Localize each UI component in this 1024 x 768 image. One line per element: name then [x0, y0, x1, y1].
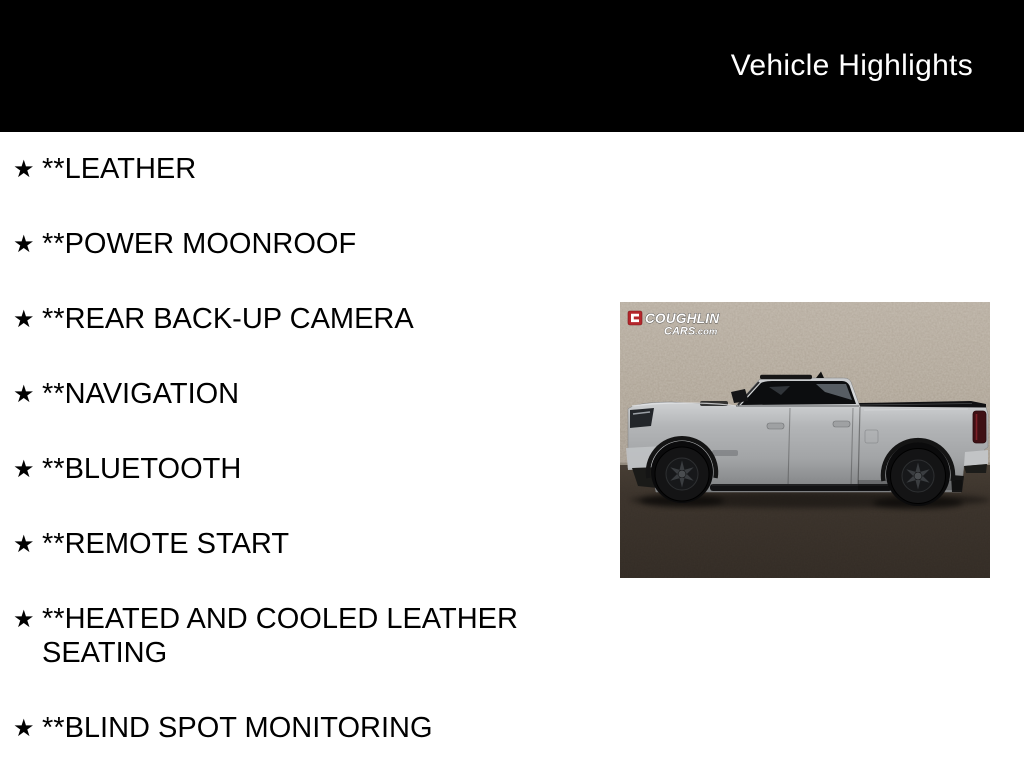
highlight-item — [13, 302, 553, 336]
highlight-item — [13, 711, 553, 745]
highlight-item — [13, 227, 553, 261]
star-bullet-icon: ★ — [13, 380, 35, 408]
star-bullet-icon: ★ — [13, 305, 35, 333]
highlight-item — [13, 377, 553, 411]
highlight-item — [13, 152, 553, 186]
highlights-list — [13, 152, 553, 768]
rear-wheel — [891, 449, 946, 504]
vehicle-photo — [620, 302, 990, 578]
star-bullet-icon: ★ — [13, 455, 35, 483]
star-bullet-icon: ★ — [13, 230, 35, 258]
star-bullet-icon: ★ — [13, 605, 35, 633]
highlight-label: **REAR BACK-UP CAMERA — [42, 303, 414, 335]
highlight-label: **LEATHER — [42, 153, 197, 185]
dealer-logo-icon — [628, 311, 642, 325]
highlight-item — [13, 602, 553, 670]
truck-photo-graphic — [620, 302, 990, 578]
highlight-item — [13, 452, 553, 486]
highlight-item — [13, 527, 553, 561]
star-bullet-icon: ★ — [13, 155, 35, 183]
star-bullet-icon: ★ — [13, 714, 35, 742]
highlight-label: **POWER MOONROOF — [42, 228, 357, 260]
highlight-label: **REMOTE START — [42, 528, 290, 560]
header-bar — [0, 0, 1024, 132]
highlight-label: **BLIND SPOT MONITORING — [42, 712, 433, 744]
watermark-dealer-name: COUGHLIN — [645, 311, 720, 326]
highlight-label: **NAVIGATION — [42, 378, 240, 410]
highlight-label: **HEATED AND COOLED LEATHER SEATING — [42, 603, 518, 669]
watermark-cars-dotcom: CARS.com — [664, 325, 718, 338]
highlight-label: **BLUETOOTH — [42, 453, 242, 485]
page-title: Vehicle Highlights — [730, 49, 973, 82]
front-wheel — [655, 447, 709, 501]
star-bullet-icon: ★ — [13, 530, 35, 558]
